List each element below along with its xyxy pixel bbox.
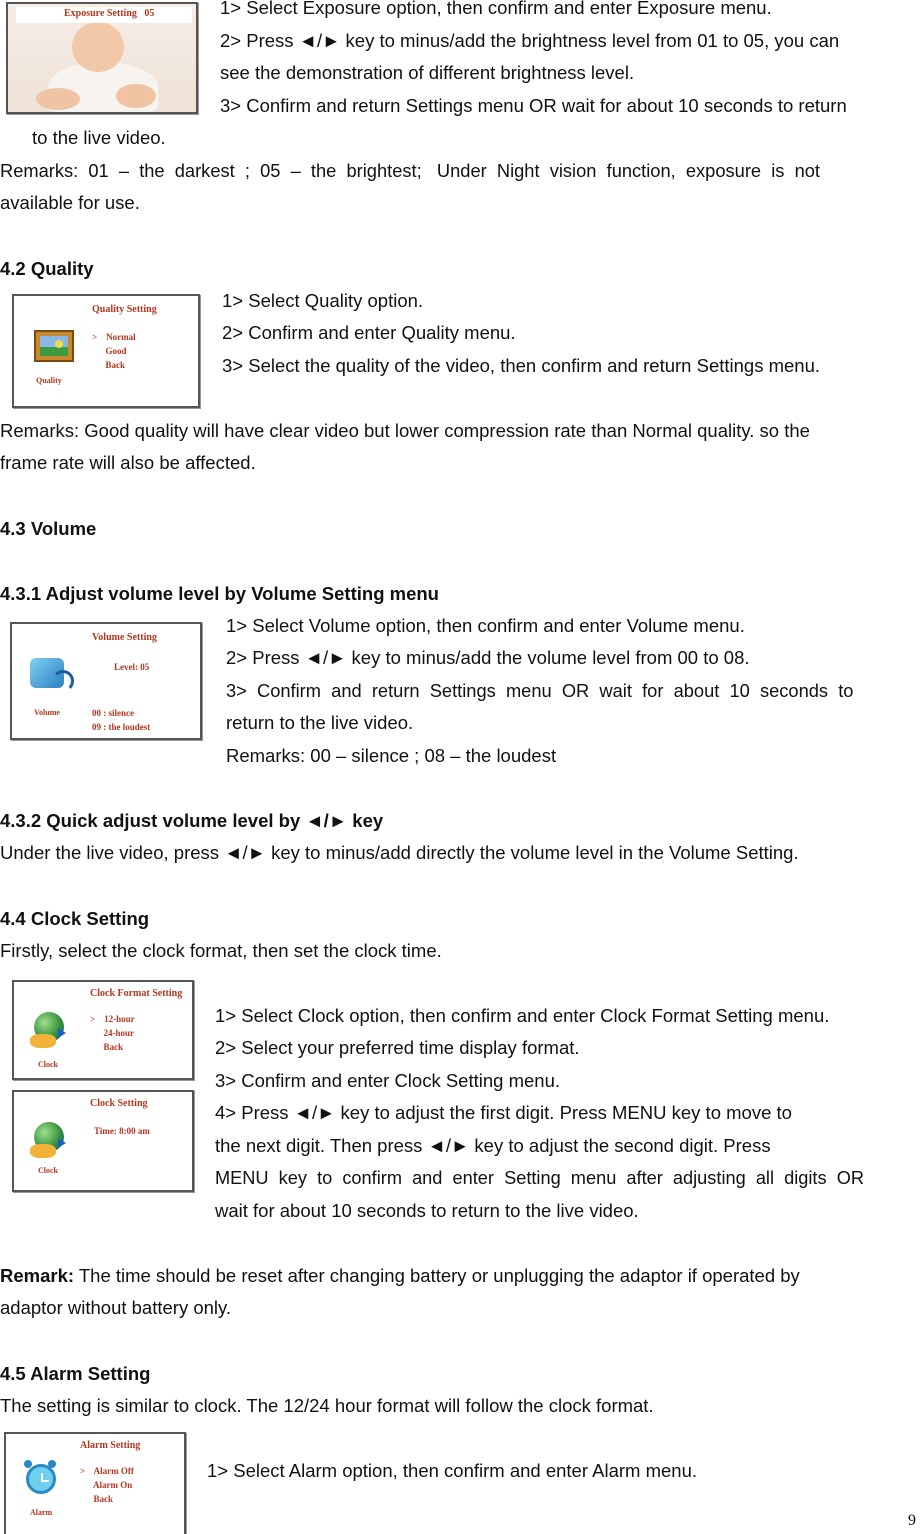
exposure-remark-a: Remarks: 01 – the darkest ; 05 – the brightest; Under Night vision function, exposure is not: [0, 160, 821, 181]
quality-thumb-caption: Quality: [36, 376, 62, 385]
volume-thumb-caption: Volume: [34, 708, 60, 717]
volume-sub1-heading: 4.3.1 Adjust volume level by Volume Setting menu: [0, 583, 439, 604]
quality-step3: 3> Select the quality of the video, then confirm and return Settings menu.: [222, 355, 821, 376]
clock-step4b: the next digit. Then press ◄/► key to adjust the second digit. Press: [215, 1135, 771, 1156]
quality-thumb-title: Quality Setting: [92, 304, 157, 315]
hand-icon: [30, 1144, 56, 1158]
volume-thumb-title: Volume Setting: [92, 632, 157, 643]
clock-format-thumb-option-2: Back: [90, 1042, 124, 1052]
volume-sub2-heading: 4.3.2 Quick adjust volume level by ◄/► key: [0, 810, 384, 831]
clock-format-thumb-option-1: 24-hour: [90, 1028, 135, 1038]
quality-remark-b: frame rate will also be affected.: [0, 452, 256, 473]
arrow-icon: [58, 1028, 66, 1038]
clock-remark-label: Remark:: [0, 1265, 75, 1286]
volume-thumb-option-0: 00 : silence: [92, 708, 134, 718]
hand-icon: [30, 1034, 56, 1048]
quality-step2: 2> Confirm and enter Quality menu.: [222, 322, 516, 343]
exposure-step2a: 2> Press ◄/► key to minus/add the brightness level from 01 to 05, you can: [220, 30, 840, 51]
volume-step3a: 3> Confirm and return Settings menu OR wait for about 10 seconds to: [226, 680, 854, 701]
quality-heading: 4.2 Quality: [0, 258, 94, 279]
volume-step1: 1> Select Volume option, then confirm and enter Volume menu.: [226, 615, 745, 636]
alarm-intro: The setting is similar to clock. The 12/24 hour format will follow the clock format.: [0, 1395, 654, 1416]
exposure-step3b: to the live video.: [32, 127, 166, 148]
clock-setting-thumb-value: Time: 8:00 am: [94, 1126, 150, 1136]
volume-step3b: return to the live video.: [226, 712, 414, 733]
volume-thumb-option-1: 09 : the loudest: [92, 722, 151, 732]
volume-step2: 2> Press ◄/► key to minus/add the volume level from 00 to 08.: [226, 647, 750, 668]
exposure-step2b: see the demonstration of different brightness level.: [220, 62, 635, 83]
quality-step1: 1> Select Quality option.: [222, 290, 424, 311]
clock-step2: 2> Select your preferred time display format.: [215, 1037, 580, 1058]
clock-remark-b: adaptor without battery only.: [0, 1297, 232, 1318]
alarm-heading: 4.5 Alarm Setting: [0, 1363, 151, 1384]
clock-step4a: 4> Press ◄/► key to adjust the first digit. Press MENU key to move to: [215, 1102, 792, 1123]
exposure-step3a: 3> Confirm and return Settings menu OR wait for about 10 seconds to return: [220, 95, 847, 116]
clock-remark-a: [0, 1260, 922, 1292]
clock-step4c: MENU key to confirm and enter Setting menu after adjusting all digits OR: [215, 1168, 864, 1188]
quality-remark-a: Remarks: Good quality will have clear video but lower compression rate than Normal quality. so the: [0, 420, 810, 441]
clock-format-thumb-option-0: > 12-hour: [90, 1014, 135, 1024]
clock-heading: 4.4 Clock Setting: [0, 908, 150, 929]
exposure-remark-b: available for use.: [0, 192, 140, 213]
clock-intro: Firstly, select the clock format, then set the clock time.: [0, 940, 442, 961]
clock-setting-thumb-caption: Clock: [38, 1166, 58, 1175]
quality-thumb-option-0: > Normal: [92, 332, 136, 342]
exposure-thumb-title: Exposure Setting 05: [64, 8, 155, 19]
volume-thumb-level: Level: 05: [114, 662, 150, 672]
clock-step1: 1> Select Clock option, then confirm and enter Clock Format Setting menu.: [215, 1005, 830, 1026]
exposure-step1: 1> Select Exposure option, then confirm and enter Exposure menu.: [220, 0, 772, 18]
volume-thumbnail: [10, 622, 202, 740]
arrow-icon: [58, 1138, 66, 1148]
alarm-thumb-option-1: Alarm On: [80, 1480, 133, 1490]
clock-format-thumb-caption: Clock: [38, 1060, 58, 1069]
volume-heading: 4.3 Volume: [0, 518, 97, 539]
clock-step3: 3> Confirm and enter Clock Setting menu.: [215, 1070, 560, 1091]
alarm-thumbnail: [4, 1432, 186, 1534]
volume-sub2-text: Under the live video, press ◄/► key to minus/add directly the volume level in the Volume Setting.: [0, 842, 799, 863]
quality-thumb-option-1: Good: [92, 346, 127, 356]
clock-remark-text: The time should be reset after changing battery or unplugging the adaptor if operated by: [74, 1265, 800, 1286]
alarm-thumb-title: Alarm Setting: [80, 1440, 141, 1451]
alarm-thumb-option-2: Back: [80, 1494, 114, 1504]
clock-step4d: wait for about 10 seconds to return to the live video.: [215, 1200, 639, 1221]
alarm-thumb-option-0: > Alarm Off: [80, 1466, 134, 1476]
clock-format-thumb-title: Clock Format Setting: [90, 988, 183, 999]
quality-thumbnail: [12, 294, 200, 408]
alarm-step1: 1> Select Alarm option, then confirm and enter Alarm menu.: [207, 1460, 697, 1481]
volume-remark: Remarks: 00 – silence ; 08 – the loudest: [226, 745, 557, 766]
alarm-clock-icon: [26, 1464, 56, 1494]
page-number: 9: [908, 1512, 916, 1529]
exposure-thumbnail: [6, 2, 198, 114]
quality-thumb-option-2: Back: [92, 360, 126, 370]
picture-icon: [34, 330, 74, 362]
clock-format-thumbnail: [12, 980, 194, 1080]
alarm-thumb-caption: Alarm: [30, 1508, 53, 1517]
clock-setting-thumb-title: Clock Setting: [90, 1098, 148, 1109]
clock-setting-thumbnail: [12, 1090, 194, 1192]
